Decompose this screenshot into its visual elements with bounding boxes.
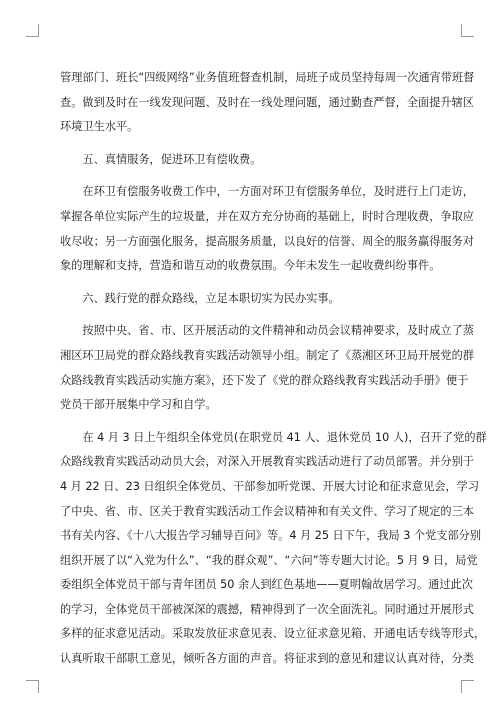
text-line: 管理部门、班长“四级网络”业务值班督查机制，局班子成员坚持每周一次通宵带班督 bbox=[60, 71, 475, 84]
crop-mark-bottom-right bbox=[461, 680, 474, 693]
crop-mark-bottom-left bbox=[26, 680, 39, 693]
text-line: 按照中央、省、市、区开展活动的文件精神和动员会议精神要求，及时成立了蒸 bbox=[60, 324, 474, 338]
text-line: 象的理解和支持，营造和谐互动的收费氛围。今年未发生一起收费纠纷事件。 bbox=[60, 259, 441, 273]
text-line: 众路线教育实践活动动员大会，对深入开展教育实践活动进行了动员部署。并分别于 bbox=[60, 455, 474, 469]
text-line: 组织开展了以“入党为什么”、“我的群众观”、“六问”等专题大讨论。5 月 9 日，局党 bbox=[60, 553, 478, 567]
text-line: 书有关内容、《十八大报告学习辅导百问》等。4 月 25 日下午，我局 3 个党支部分别 bbox=[60, 529, 482, 543]
crop-mark-top-right bbox=[461, 24, 474, 37]
text-line: 4 月 22 日、23 日组织全体党员、干部参加听党课、开展大讨论和征求意见会，学习 bbox=[60, 479, 480, 493]
section-heading: 五、真情服务，促进环卫有偿收费。 bbox=[60, 152, 262, 166]
text-line: 在 4 月 3 日上午组织全体党员(在职党员 41 人、退休党员 10 人)，召开了党的群 bbox=[60, 430, 487, 444]
text-line: 在环卫有偿服务收费工作中，一方面对环卫有偿服务单位，及时进行上门走访， bbox=[60, 185, 474, 199]
crop-mark-top-left bbox=[26, 24, 39, 37]
text-line: 众路线教育实践活动实施方案》，还下发了《党的群众路线教育实践活动手册》便于 bbox=[60, 373, 469, 387]
text-line: 了中央、省、市、区关于教育实践活动工作会议精神和有关文件、学习了规定的三本 bbox=[60, 504, 474, 518]
body-text bbox=[60, 66, 487, 672]
text-line: 查。做到及时在一线发现问题、及时在一线处理问题，通过勤查严督，全面提升辖区 bbox=[60, 95, 474, 109]
text-line: 湘区环卫局党的群众路线教育实践活动领导小组。制定了《蒸湘区环卫局开展党的群 bbox=[60, 348, 474, 362]
text-line: 委组织全体党员干部与青年团员 50 余人到红色基地——夏明翰故居学习。通过此次 bbox=[60, 578, 473, 592]
text-line: 掌握各单位实际产生的垃圾量，并在双方充分协商的基础上，时时合理收费，争取应 bbox=[60, 209, 474, 223]
text-line: 多样的征求意见活动。采取发放征求意见表、设立征求意见箱、开通电话专线等形式， bbox=[60, 627, 486, 641]
text-line: 环境卫生水平。 bbox=[60, 120, 139, 134]
text-line: 的学习，全体党员干部被深深的震撼，精神得到了一次全面洗礼。同时通过开展形式 bbox=[60, 602, 474, 616]
text-line: 认真听取干部职工意见，倾听各方面的声音。将征求到的意见和建议认真对待，分类 bbox=[60, 652, 474, 666]
section-heading: 六、践行党的群众路线，立足本职切实为民办实事。 bbox=[60, 291, 340, 305]
text-line: 党员干部开展集中学习和自学。 bbox=[60, 398, 217, 412]
text-line: 收尽收；另一方面强化服务，提高服务质量，以良好的信誉、周全的服务赢得服务对 bbox=[60, 234, 474, 248]
